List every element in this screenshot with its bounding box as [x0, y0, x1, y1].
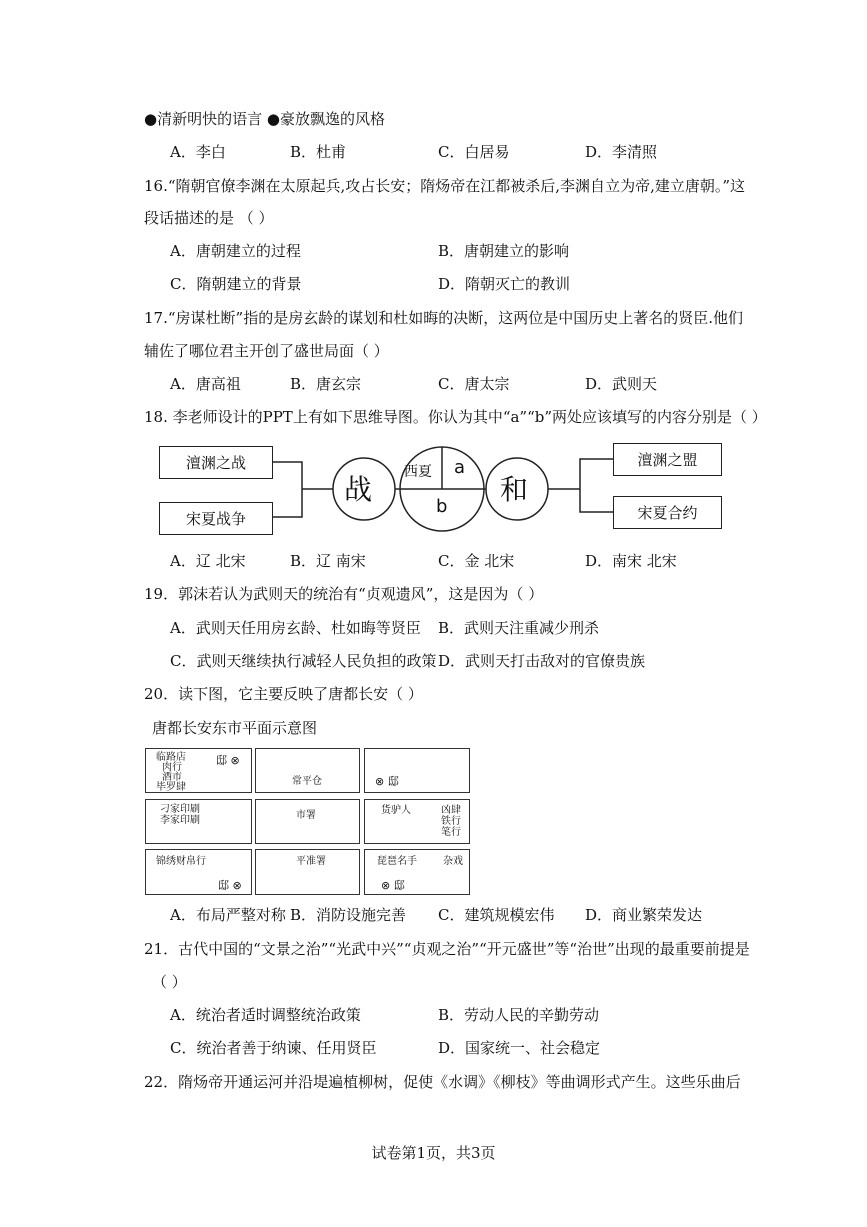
q15-option-b[interactable]: B．杜甫 — [290, 143, 347, 161]
inn-mark: 邸 ⊗ — [216, 754, 240, 767]
q18-option-c[interactable]: C．金 北宋 — [438, 552, 515, 570]
center-blank-a: a — [454, 457, 466, 478]
q19-option-c[interactable]: C．武则天继续执行减轻人民负担的政策 — [170, 652, 437, 670]
q16-option-a[interactable]: A．唐朝建立的过程 — [170, 242, 301, 260]
right-box-chanyuan-treaty: 澶渊之盟 — [613, 443, 722, 476]
q20-option-d[interactable]: D．商业繁荣发达 — [585, 906, 703, 924]
map-label: 临路店 — [156, 752, 186, 763]
q15-option-d[interactable]: D．李清照 — [585, 143, 658, 161]
map-cell-5 — [255, 799, 360, 844]
q21-option-d[interactable]: D．国家统一、社会稳定 — [438, 1039, 601, 1057]
q16-option-d[interactable]: D．隋朝灭亡的教训 — [438, 275, 571, 293]
q20-stem-line1: 20．读下图，它主要反映了唐都长安（ ） — [144, 685, 423, 703]
map-label: 笔行 — [441, 827, 461, 838]
map-cell-8 — [255, 849, 360, 895]
map-label: 锦绣财帛行 — [156, 856, 206, 867]
map-label: 杂戏 — [443, 856, 463, 867]
q17-option-c[interactable]: C．唐太宗 — [438, 375, 510, 393]
q16-stem-line1: 16.“隋朝官僚李渊在太原起兵,攻占长安；隋炀帝在江都被杀后,李渊自立为帝,建立唐朝。”这 — [144, 177, 746, 195]
map-cell-4 — [145, 799, 252, 844]
map-label: 琵琶名手 — [377, 856, 417, 867]
left-box-song-xia-war: 宋夏战争 — [159, 502, 273, 535]
q19-stem-line1: 19．郭沫若认为武则天的统治有“贞观遗风”，这是因为（ ） — [144, 585, 544, 603]
q18-option-b[interactable]: B．辽 南宋 — [290, 552, 366, 570]
inn-mark: ⊗ 邸 — [375, 775, 399, 788]
map-label: 市署 — [296, 810, 316, 821]
right-box-song-xia-treaty: 宋夏合约 — [613, 496, 722, 529]
q20-option-b[interactable]: B．消防设施完善 — [290, 906, 407, 924]
map-cell-9 — [364, 849, 470, 895]
peace-circle-label: 和 — [500, 473, 529, 506]
left-box-chanyuan-war: 澶渊之战 — [159, 446, 273, 479]
map-label: 货驴人 — [381, 805, 411, 816]
map-label: 酒市 — [162, 772, 182, 783]
q18-option-a[interactable]: A．辽 北宋 — [170, 552, 246, 570]
page-footer: 试卷第1页，共3页 — [371, 1144, 496, 1162]
q20-option-a[interactable]: A．布局严整对称 — [170, 906, 286, 924]
q21-stem-line1: 21．古代中国的“文景之治”“光武中兴”“贞观之治”“开元盛世”等“治世”出现的最重要前提是 — [144, 940, 750, 958]
q17-option-d[interactable]: D．武则天 — [585, 375, 658, 393]
map-label: 凶肆 — [441, 805, 461, 816]
map-label: 铁行 — [441, 816, 461, 827]
q21-option-a[interactable]: A．统治者适时调整统治政策 — [170, 1006, 361, 1024]
q15-line: ●清新明快的语言 ●豪放飘逸的风格 — [144, 110, 385, 128]
q22-stem-line1: 22．隋炀帝开通运河并沿堤遍植柳树，促使《水调》《柳枝》等曲调形式产生。这些乐曲后 — [144, 1073, 741, 1091]
map-label: 平准署 — [296, 856, 326, 867]
q20-option-c[interactable]: C．建筑规模宏伟 — [438, 906, 555, 924]
war-circle-label: 战 — [344, 473, 373, 506]
q21-option-c[interactable]: C．统治者善于纳谏、任用贤臣 — [170, 1039, 377, 1057]
q21-option-b[interactable]: B．劳动人民的辛勤劳动 — [438, 1006, 600, 1024]
q17-option-a[interactable]: A．唐高祖 — [170, 375, 241, 393]
inn-mark: 邸 ⊗ — [218, 879, 242, 892]
q18-stem-line1: 18. 李老师设计的PPT上有如下思维导图。你认为其中“a”“b”两处应该填写的内容分别是（ ） — [144, 408, 767, 426]
map-label: 毕罗肆 — [156, 782, 186, 793]
q16-option-b[interactable]: B．唐朝建立的影响 — [438, 242, 570, 260]
center-blank-b: b — [436, 496, 448, 517]
map-label: 常平仓 — [292, 776, 322, 787]
map-label: 刁家印刷 — [160, 804, 200, 815]
map-label: 李家印刷 — [160, 815, 200, 826]
q19-option-a[interactable]: A．武则天任用房玄龄、杜如晦等贤臣 — [170, 619, 421, 637]
q15-option-a[interactable]: A．李白 — [170, 143, 226, 161]
q17-stem-line1: 17.“房谋杜断”指的是房玄龄的谋划和杜如晦的决断，这两位是中国历史上著名的贤臣.他们 — [144, 309, 743, 327]
map-cell-2 — [255, 748, 360, 793]
q19-option-b[interactable]: B．武则天注重减少刑杀 — [438, 619, 600, 637]
q17-option-b[interactable]: B．唐玄宗 — [290, 375, 362, 393]
q21-stem-line2: （ ） — [152, 973, 187, 991]
q19-option-d[interactable]: D．武则天打击敌对的官僚贵族 — [438, 652, 646, 670]
map-title: 唐都长安东市平面示意图 — [152, 719, 318, 737]
map-cell-7 — [145, 849, 252, 895]
q16-option-c[interactable]: C．隋朝建立的背景 — [170, 275, 302, 293]
map-cell-6 — [364, 799, 470, 844]
q15-option-c[interactable]: C．白居易 — [438, 143, 510, 161]
q17-stem-line2: 辅佐了哪位君主开创了盛世局面（ ） — [144, 342, 389, 360]
q18-option-d[interactable]: D．南宋 北宋 — [585, 552, 677, 570]
q16-stem-line2: 段话描述的是 （ ） — [144, 209, 274, 227]
map-cell-3 — [364, 748, 470, 793]
map-label: 肉行 — [162, 762, 182, 773]
east-market-map — [145, 748, 470, 895]
center-xixia-label: 西夏 — [404, 464, 432, 480]
inn-mark: ⊗ 邸 — [381, 879, 405, 892]
map-cell-1 — [145, 748, 252, 793]
